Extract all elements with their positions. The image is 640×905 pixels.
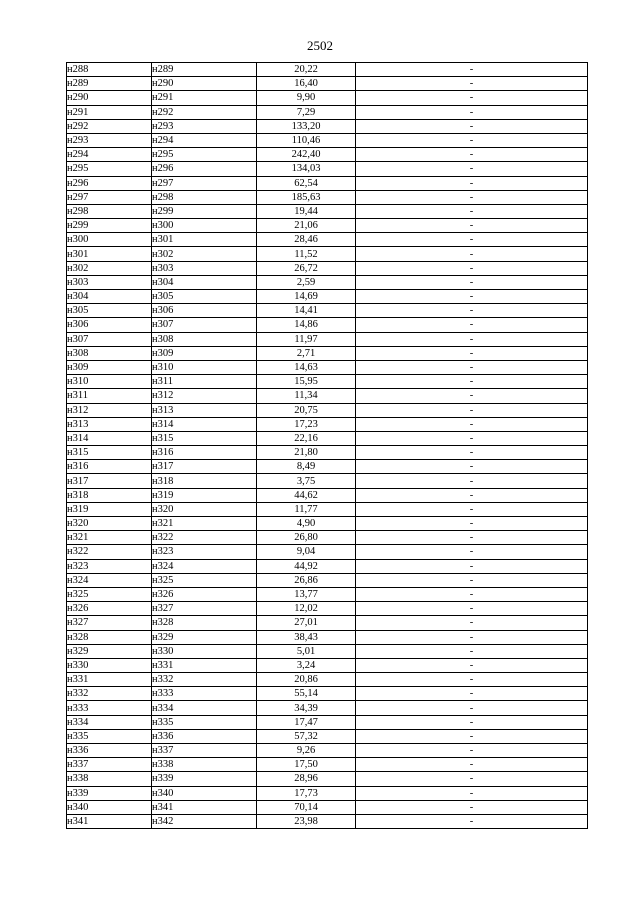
from-point-cell: н339 <box>67 786 152 800</box>
table-row <box>67 375 588 389</box>
length-cell: 14,41 <box>257 304 356 318</box>
to-point-cell: н338 <box>152 758 257 772</box>
from-point-cell: н312 <box>67 403 152 417</box>
table-row <box>67 531 588 545</box>
length-cell: 11,97 <box>257 332 356 346</box>
note-cell: - <box>356 786 588 800</box>
from-point-cell: н288 <box>67 63 152 77</box>
length-cell: 5,01 <box>257 644 356 658</box>
length-cell: 62,54 <box>257 176 356 190</box>
note-cell: - <box>356 701 588 715</box>
to-point-cell: н310 <box>152 360 257 374</box>
from-point-cell: н291 <box>67 105 152 119</box>
note-cell: - <box>356 119 588 133</box>
note-cell: - <box>356 460 588 474</box>
to-point-cell: н330 <box>152 644 257 658</box>
from-point-cell: н315 <box>67 446 152 460</box>
table-row <box>67 190 588 204</box>
table-row <box>67 517 588 531</box>
to-point-cell: н308 <box>152 332 257 346</box>
to-point-cell: н300 <box>152 219 257 233</box>
note-cell: - <box>356 545 588 559</box>
to-point-cell: н305 <box>152 290 257 304</box>
to-point-cell: н320 <box>152 502 257 516</box>
note-cell: - <box>356 673 588 687</box>
note-cell: - <box>356 431 588 445</box>
to-point-cell: н307 <box>152 318 257 332</box>
from-point-cell: н313 <box>67 417 152 431</box>
note-cell: - <box>356 417 588 431</box>
to-point-cell: н309 <box>152 346 257 360</box>
table-row <box>67 545 588 559</box>
length-cell: 26,80 <box>257 531 356 545</box>
table-row <box>67 715 588 729</box>
to-point-cell: н337 <box>152 744 257 758</box>
from-point-cell: н327 <box>67 616 152 630</box>
to-point-cell: н322 <box>152 531 257 545</box>
note-cell: - <box>356 204 588 218</box>
table-row <box>67 431 588 445</box>
length-cell: 133,20 <box>257 119 356 133</box>
table-row <box>67 119 588 133</box>
to-point-cell: н317 <box>152 460 257 474</box>
table-row <box>67 814 588 828</box>
length-cell: 27,01 <box>257 616 356 630</box>
table-row <box>67 233 588 247</box>
to-point-cell: н336 <box>152 729 257 743</box>
length-cell: 17,47 <box>257 715 356 729</box>
from-point-cell: н300 <box>67 233 152 247</box>
length-cell: 34,39 <box>257 701 356 715</box>
to-point-cell: н332 <box>152 673 257 687</box>
from-point-cell: н292 <box>67 119 152 133</box>
table-row <box>67 786 588 800</box>
from-point-cell: н311 <box>67 389 152 403</box>
note-cell: - <box>356 304 588 318</box>
from-point-cell: н316 <box>67 460 152 474</box>
to-point-cell: н290 <box>152 77 257 91</box>
length-cell: 185,63 <box>257 190 356 204</box>
length-cell: 22,16 <box>257 431 356 445</box>
note-cell: - <box>356 219 588 233</box>
note-cell: - <box>356 517 588 531</box>
from-point-cell: н309 <box>67 360 152 374</box>
length-cell: 4,90 <box>257 517 356 531</box>
table-row <box>67 304 588 318</box>
from-point-cell: н319 <box>67 502 152 516</box>
length-cell: 16,40 <box>257 77 356 91</box>
note-cell: - <box>356 247 588 261</box>
table-row <box>67 729 588 743</box>
to-point-cell: н319 <box>152 488 257 502</box>
table-row <box>67 616 588 630</box>
length-cell: 15,95 <box>257 375 356 389</box>
note-cell: - <box>356 602 588 616</box>
table-row <box>67 701 588 715</box>
note-cell: - <box>356 389 588 403</box>
from-point-cell: н302 <box>67 261 152 275</box>
to-point-cell: н296 <box>152 162 257 176</box>
table-row <box>67 290 588 304</box>
note-cell: - <box>356 729 588 743</box>
to-point-cell: н312 <box>152 389 257 403</box>
from-point-cell: н331 <box>67 673 152 687</box>
table-row <box>67 658 588 672</box>
to-point-cell: н341 <box>152 800 257 814</box>
length-cell: 14,63 <box>257 360 356 374</box>
note-cell: - <box>356 148 588 162</box>
to-point-cell: н339 <box>152 772 257 786</box>
from-point-cell: н340 <box>67 800 152 814</box>
from-point-cell: н328 <box>67 630 152 644</box>
length-cell: 14,69 <box>257 290 356 304</box>
length-cell: 134,03 <box>257 162 356 176</box>
note-cell: - <box>356 290 588 304</box>
to-point-cell: н335 <box>152 715 257 729</box>
table-row <box>67 346 588 360</box>
from-point-cell: н317 <box>67 474 152 488</box>
note-cell: - <box>356 332 588 346</box>
to-point-cell: н304 <box>152 275 257 289</box>
from-point-cell: н290 <box>67 91 152 105</box>
table-row <box>67 474 588 488</box>
from-point-cell: н296 <box>67 176 152 190</box>
table-row <box>67 77 588 91</box>
note-cell: - <box>356 275 588 289</box>
note-cell: - <box>356 587 588 601</box>
table-row <box>67 559 588 573</box>
table-row <box>67 105 588 119</box>
note-cell: - <box>356 715 588 729</box>
to-point-cell: н292 <box>152 105 257 119</box>
from-point-cell: н298 <box>67 204 152 218</box>
table-body <box>67 63 588 829</box>
from-point-cell: н322 <box>67 545 152 559</box>
to-point-cell: н316 <box>152 446 257 460</box>
note-cell: - <box>356 744 588 758</box>
table-row <box>67 261 588 275</box>
to-point-cell: н301 <box>152 233 257 247</box>
from-point-cell: н324 <box>67 573 152 587</box>
note-cell: - <box>356 375 588 389</box>
from-point-cell: н306 <box>67 318 152 332</box>
table-row <box>67 204 588 218</box>
from-point-cell: н326 <box>67 602 152 616</box>
length-cell: 17,50 <box>257 758 356 772</box>
to-point-cell: н318 <box>152 474 257 488</box>
from-point-cell: н308 <box>67 346 152 360</box>
note-cell: - <box>356 105 588 119</box>
length-cell: 38,43 <box>257 630 356 644</box>
from-point-cell: н323 <box>67 559 152 573</box>
note-cell: - <box>356 176 588 190</box>
from-point-cell: н310 <box>67 375 152 389</box>
note-cell: - <box>356 531 588 545</box>
length-cell: 44,92 <box>257 559 356 573</box>
length-cell: 7,29 <box>257 105 356 119</box>
length-cell: 12,02 <box>257 602 356 616</box>
note-cell: - <box>356 261 588 275</box>
to-point-cell: н334 <box>152 701 257 715</box>
note-cell: - <box>356 658 588 672</box>
from-point-cell: н341 <box>67 814 152 828</box>
from-point-cell: н318 <box>67 488 152 502</box>
length-cell: 21,06 <box>257 219 356 233</box>
from-point-cell: н307 <box>67 332 152 346</box>
table-row <box>67 630 588 644</box>
note-cell: - <box>356 573 588 587</box>
to-point-cell: н306 <box>152 304 257 318</box>
note-cell: - <box>356 162 588 176</box>
from-point-cell: н337 <box>67 758 152 772</box>
table-row <box>67 460 588 474</box>
table-row <box>67 800 588 814</box>
table-row <box>67 758 588 772</box>
from-point-cell: н297 <box>67 190 152 204</box>
from-point-cell: н299 <box>67 219 152 233</box>
to-point-cell: н295 <box>152 148 257 162</box>
length-cell: 13,77 <box>257 587 356 601</box>
table-row <box>67 360 588 374</box>
table-row <box>67 644 588 658</box>
from-point-cell: н321 <box>67 531 152 545</box>
to-point-cell: н313 <box>152 403 257 417</box>
from-point-cell: н304 <box>67 290 152 304</box>
to-point-cell: н315 <box>152 431 257 445</box>
length-cell: 14,86 <box>257 318 356 332</box>
note-cell: - <box>356 360 588 374</box>
note-cell: - <box>356 63 588 77</box>
from-point-cell: н314 <box>67 431 152 445</box>
to-point-cell: н333 <box>152 687 257 701</box>
to-point-cell: н293 <box>152 119 257 133</box>
note-cell: - <box>356 318 588 332</box>
note-cell: - <box>356 91 588 105</box>
table-row <box>67 687 588 701</box>
table-row <box>67 162 588 176</box>
length-cell: 28,96 <box>257 772 356 786</box>
to-point-cell: н302 <box>152 247 257 261</box>
table-row <box>67 403 588 417</box>
length-cell: 2,71 <box>257 346 356 360</box>
length-cell: 8,49 <box>257 460 356 474</box>
table-row <box>67 673 588 687</box>
length-cell: 19,44 <box>257 204 356 218</box>
coordinates-table <box>66 62 588 829</box>
length-cell: 17,23 <box>257 417 356 431</box>
table-row <box>67 502 588 516</box>
from-point-cell: н333 <box>67 701 152 715</box>
table-row <box>67 247 588 261</box>
to-point-cell: н326 <box>152 587 257 601</box>
to-point-cell: н299 <box>152 204 257 218</box>
table-row <box>67 573 588 587</box>
from-point-cell: н293 <box>67 133 152 147</box>
length-cell: 9,26 <box>257 744 356 758</box>
length-cell: 110,46 <box>257 133 356 147</box>
table-row <box>67 488 588 502</box>
note-cell: - <box>356 772 588 786</box>
table-row <box>67 417 588 431</box>
to-point-cell: н314 <box>152 417 257 431</box>
to-point-cell: н311 <box>152 375 257 389</box>
table-row <box>67 148 588 162</box>
length-cell: 55,14 <box>257 687 356 701</box>
from-point-cell: н334 <box>67 715 152 729</box>
to-point-cell: н297 <box>152 176 257 190</box>
from-point-cell: н335 <box>67 729 152 743</box>
from-point-cell: н336 <box>67 744 152 758</box>
length-cell: 2,59 <box>257 275 356 289</box>
length-cell: 26,72 <box>257 261 356 275</box>
length-cell: 28,46 <box>257 233 356 247</box>
length-cell: 9,90 <box>257 91 356 105</box>
from-point-cell: н330 <box>67 658 152 672</box>
note-cell: - <box>356 687 588 701</box>
length-cell: 11,34 <box>257 389 356 403</box>
from-point-cell: н332 <box>67 687 152 701</box>
to-point-cell: н298 <box>152 190 257 204</box>
to-point-cell: н328 <box>152 616 257 630</box>
note-cell: - <box>356 403 588 417</box>
note-cell: - <box>356 630 588 644</box>
to-point-cell: н342 <box>152 814 257 828</box>
to-point-cell: н324 <box>152 559 257 573</box>
length-cell: 9,04 <box>257 545 356 559</box>
table-row <box>67 772 588 786</box>
table-row <box>67 275 588 289</box>
table-row <box>67 389 588 403</box>
from-point-cell: н329 <box>67 644 152 658</box>
length-cell: 20,86 <box>257 673 356 687</box>
table-row <box>67 318 588 332</box>
note-cell: - <box>356 616 588 630</box>
to-point-cell: н294 <box>152 133 257 147</box>
table-row <box>67 91 588 105</box>
to-point-cell: н303 <box>152 261 257 275</box>
table-row <box>67 446 588 460</box>
table-row <box>67 587 588 601</box>
to-point-cell: н289 <box>152 63 257 77</box>
to-point-cell: н331 <box>152 658 257 672</box>
note-cell: - <box>356 814 588 828</box>
length-cell: 23,98 <box>257 814 356 828</box>
length-cell: 20,75 <box>257 403 356 417</box>
table-row <box>67 63 588 77</box>
length-cell: 21,80 <box>257 446 356 460</box>
from-point-cell: н289 <box>67 77 152 91</box>
note-cell: - <box>356 474 588 488</box>
length-cell: 242,40 <box>257 148 356 162</box>
from-point-cell: н294 <box>67 148 152 162</box>
to-point-cell: н321 <box>152 517 257 531</box>
table-row <box>67 332 588 346</box>
to-point-cell: н325 <box>152 573 257 587</box>
note-cell: - <box>356 800 588 814</box>
length-cell: 3,75 <box>257 474 356 488</box>
to-point-cell: н291 <box>152 91 257 105</box>
from-point-cell: н305 <box>67 304 152 318</box>
length-cell: 11,52 <box>257 247 356 261</box>
to-point-cell: н340 <box>152 786 257 800</box>
note-cell: - <box>356 133 588 147</box>
from-point-cell: н320 <box>67 517 152 531</box>
from-point-cell: н295 <box>67 162 152 176</box>
table-row <box>67 744 588 758</box>
length-cell: 70,14 <box>257 800 356 814</box>
length-cell: 44,62 <box>257 488 356 502</box>
length-cell: 26,86 <box>257 573 356 587</box>
length-cell: 3,24 <box>257 658 356 672</box>
note-cell: - <box>356 233 588 247</box>
note-cell: - <box>356 758 588 772</box>
note-cell: - <box>356 77 588 91</box>
table-row <box>67 219 588 233</box>
page-number: 2502 <box>307 38 333 53</box>
from-point-cell: н338 <box>67 772 152 786</box>
length-cell: 20,22 <box>257 63 356 77</box>
to-point-cell: н323 <box>152 545 257 559</box>
from-point-cell: н325 <box>67 587 152 601</box>
note-cell: - <box>356 644 588 658</box>
to-point-cell: н327 <box>152 602 257 616</box>
note-cell: - <box>356 446 588 460</box>
length-cell: 57,32 <box>257 729 356 743</box>
length-cell: 11,77 <box>257 502 356 516</box>
table-row <box>67 602 588 616</box>
from-point-cell: н301 <box>67 247 152 261</box>
from-point-cell: н303 <box>67 275 152 289</box>
table-row <box>67 133 588 147</box>
note-cell: - <box>356 488 588 502</box>
note-cell: - <box>356 190 588 204</box>
table-row <box>67 176 588 190</box>
to-point-cell: н329 <box>152 630 257 644</box>
length-cell: 17,73 <box>257 786 356 800</box>
note-cell: - <box>356 502 588 516</box>
note-cell: - <box>356 346 588 360</box>
note-cell: - <box>356 559 588 573</box>
